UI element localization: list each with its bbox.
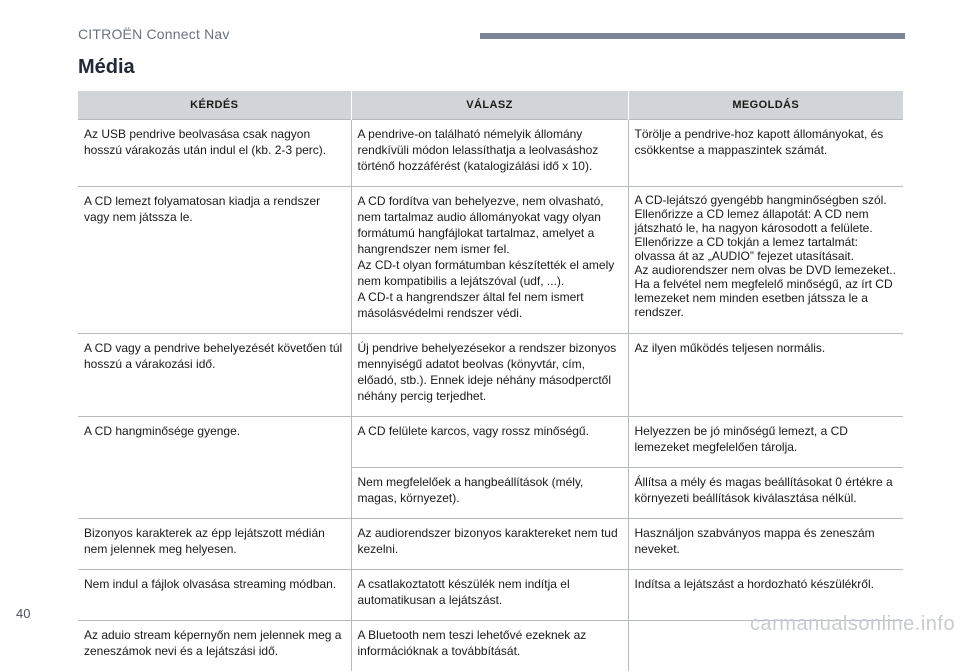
solution-cell: Helyezzen be jó minőségű lemezt, a CD lemezeket megfelelően tárolja. xyxy=(628,417,903,468)
table-row xyxy=(78,334,903,417)
column-header-solution: MEGOLDÁS xyxy=(628,91,903,120)
page-number: 40 xyxy=(16,606,30,621)
document-header-label: CITROËN Connect Nav xyxy=(78,26,230,42)
question-cell: Bizonyos karakterek az épp lejátszott médián nem jelennek meg helyesen. xyxy=(78,519,351,570)
solution-cell: Indítsa a lejátszást a hordozható készülékről. xyxy=(628,570,903,621)
answer-cell: A pendrive-on található némelyik állomány rendkívüli módon lelassíthatja a leolvasáshoz történő hozzáférést (katalogizálási idő x 10). xyxy=(351,120,628,187)
question-cell: A CD hangminősége gyenge. xyxy=(78,417,351,519)
question-cell: Nem indul a fájlok olvasása streaming módban. xyxy=(78,570,351,621)
solution-line: Ha a felvétel nem megfelelő minőségű, az írt CD lemezeket nem minden esetben játssza le a rendszer. xyxy=(635,277,898,319)
answer-cell: Nem megfelelőek a hangbeállítások (mély, magas, környezet). xyxy=(351,468,628,519)
answer-line: Az CD-t olyan formátumban készítették el amely nem kompatibilis a lejátszóval (udf, ...). xyxy=(358,257,622,289)
answer-cell xyxy=(351,187,628,334)
question-cell: Az aduio stream képernyőn nem jelennek meg a zeneszámok nevi és a lejátszási idő. xyxy=(78,621,351,671)
column-header-question: KÉRDÉS xyxy=(78,91,351,120)
solution-cell: Állítsa a mély és magas beállításokat 0 értékre a környezeti beállítások kiválasztása nélkül. xyxy=(628,468,903,519)
question-cell: Az USB pendrive beolvasása csak nagyon hosszú várakozás után indul el (kb. 2-3 perc). xyxy=(78,120,351,187)
answer-cell: A csatlakoztatott készülék nem indítja el automatikusan a lejátszást. xyxy=(351,570,628,621)
solution-line: Ellenőrizze a CD lemez állapotát: A CD nem játszható le, ha nagyon károsodott a felülete. xyxy=(635,207,898,235)
question-cell: A CD lemezt folyamatosan kiadja a rendszer vagy nem játssza le. xyxy=(78,187,351,334)
table-row xyxy=(78,187,903,334)
answer-line: A CD fordítva van behelyezve, nem olvasható, nem tartalmaz audio állományokat vagy olyan formátumú hangfájlokat tartalmaz, amelyet a hangrendszer nem ismer fel. xyxy=(358,193,622,257)
table-row xyxy=(78,519,903,570)
answer-cell: A CD felülete karcos, vagy rossz minőségű. xyxy=(351,417,628,468)
solution-cell xyxy=(628,187,903,334)
table-header-row xyxy=(78,91,903,120)
watermark: carmanualsonline.info xyxy=(750,613,955,636)
header-decorative-bar xyxy=(480,33,905,39)
solution-cell: Az ilyen működés teljesen normális. xyxy=(628,334,903,417)
column-header-answer: VÁLASZ xyxy=(351,91,628,120)
troubleshooting-table xyxy=(78,91,903,671)
table-row xyxy=(78,417,903,468)
solution-cell: Használjon szabványos mappa és zeneszám neveket. xyxy=(628,519,903,570)
answer-cell: Az audiorendszer bizonyos karaktereket nem tud kezelni. xyxy=(351,519,628,570)
page-title: Média xyxy=(78,56,135,79)
solution-line: Ellenőrizze a CD tokján a lemez tartalmát: olvassa át az „AUDIO” fejezet utasításait. xyxy=(635,235,898,263)
table-row xyxy=(78,120,903,187)
solution-cell: Törölje a pendrive-hoz kapott állományokat, és csökkentse a mappaszintek számát. xyxy=(628,120,903,187)
solution-line: A CD-lejátszó gyengébb hangminőségben szól. xyxy=(635,193,898,207)
answer-cell: Új pendrive behelyezésekor a rendszer bizonyos mennyiségű adatot beolvas (könyvtár, cím, előadó, stb.). Ennek ideje néhány másodperctől néhány percig terjedhet. xyxy=(351,334,628,417)
question-cell: A CD vagy a pendrive behelyezését követően túl hosszú a várakozási idő. xyxy=(78,334,351,417)
answer-line: A CD-t a hangrendszer által fel nem ismert másolásvédelmi rendszer védi. xyxy=(358,289,622,321)
answer-cell: A Bluetooth nem teszi lehetővé ezeknek az információknak a továbbítását. xyxy=(351,621,628,671)
solution-line: Az audiorendszer nem olvas be DVD lemezeket.. xyxy=(635,263,898,277)
